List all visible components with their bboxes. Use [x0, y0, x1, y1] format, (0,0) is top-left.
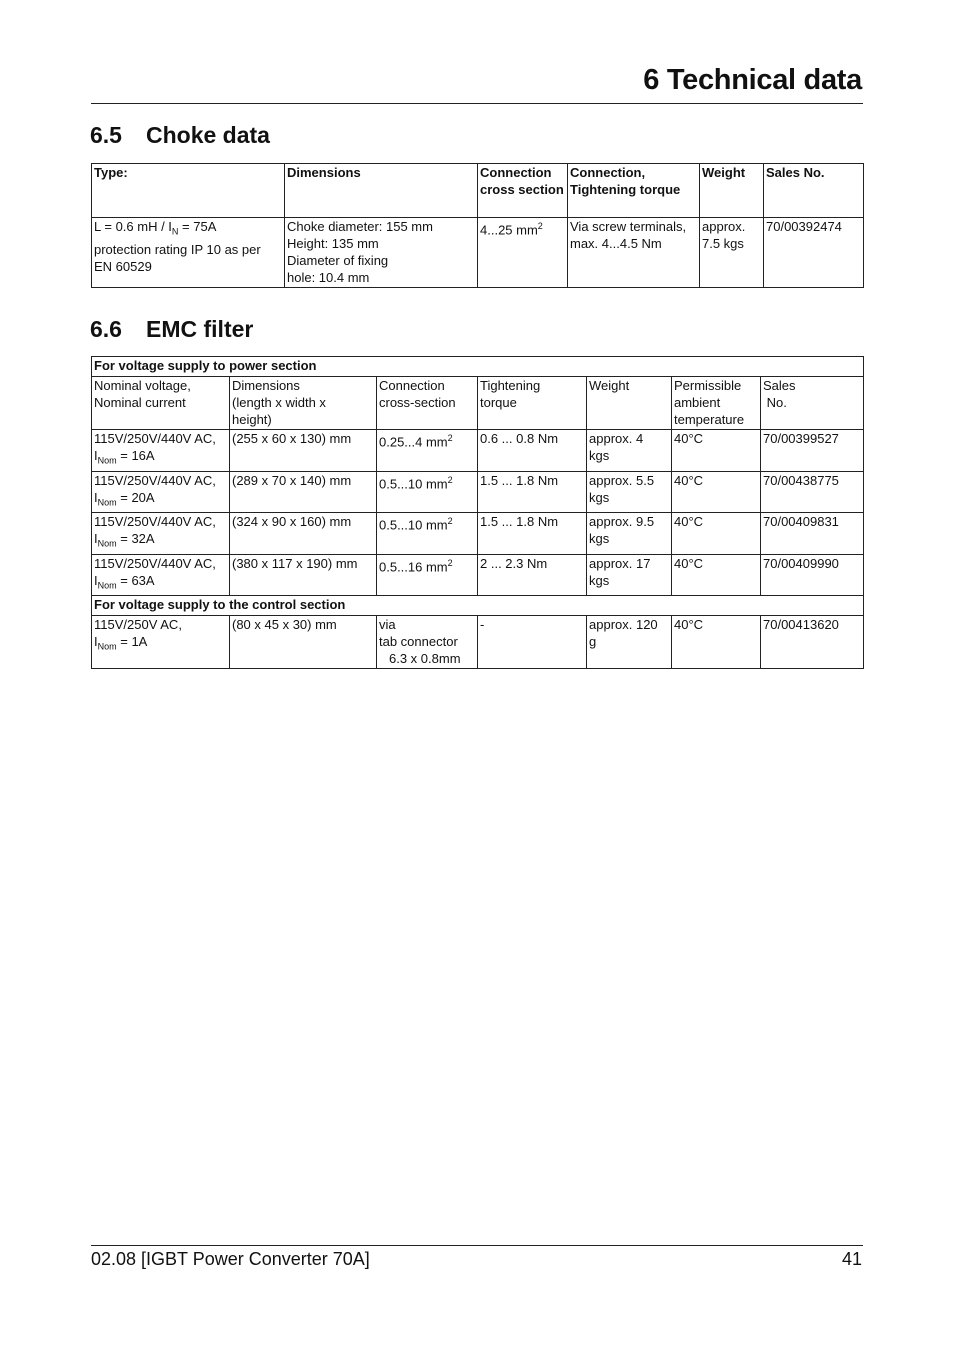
table-header-row — [92, 377, 864, 430]
choke-data-table — [91, 163, 864, 288]
group-row — [92, 357, 864, 377]
column-header: Dimensions — [285, 164, 478, 218]
voltage-cell: 115V/250V/440V AC, $I_{Nom} = 32A$ — [92, 513, 230, 555]
weight-cell: approx. 9.5 kgs — [587, 513, 672, 555]
sales-no-cell: 70/00409990 — [761, 554, 864, 596]
choke-section-heading — [90, 122, 270, 149]
section-number: 6.5 — [90, 122, 122, 148]
weight-cell: approx. 5.5 kgs — [587, 471, 672, 513]
dimensions-cell: (289 x 70 x 140) mm — [230, 471, 377, 513]
chapter-title: 6 Technical data — [643, 64, 862, 96]
column-header: Sales No. — [764, 164, 864, 218]
group-row — [92, 596, 864, 616]
table-row — [92, 471, 864, 513]
header-rule — [91, 103, 863, 104]
sales-no-cell: 70/00399527 — [761, 430, 864, 472]
weight-cell: approx. 17 kgs — [587, 554, 672, 596]
table-header-row — [92, 164, 864, 218]
column-header: Nominal voltage, Nominal current — [92, 377, 230, 430]
table-row — [92, 430, 864, 472]
temperature-cell: 40°C — [672, 430, 761, 472]
choke-dimensions-cell: Choke diameter: 155 mm Height: 135 mm Diameter of fixing hole: 10.4 mm — [285, 218, 478, 288]
table-row — [92, 513, 864, 555]
dimensions-cell: (380 x 117 x 190) mm — [230, 554, 377, 596]
torque-cell: 0.6 ... 0.8 Nm — [478, 430, 587, 472]
voltage-cell: 115V/250V/440V AC, $I_{Nom} = 16A$ — [92, 430, 230, 472]
dimensions-cell: (80 x 45 x 30) mm — [230, 616, 377, 669]
column-header: Type: — [92, 164, 285, 218]
sales-no-cell: 70/00438775 — [761, 471, 864, 513]
cross-section-cell: 0.5...10 $mm^2$ — [377, 513, 478, 555]
cross-section-cell: 0.5...10 $mm^2$ — [377, 471, 478, 513]
column-header: Connection cross section — [478, 164, 568, 218]
emc-section-heading — [90, 316, 253, 343]
voltage-cell: 115V/250V AC, $I_{Nom} = 1A$ — [92, 616, 230, 669]
choke-weight-cell: approx. 7.5 kgs — [700, 218, 764, 288]
torque-cell: 1.5 ... 1.8 Nm — [478, 471, 587, 513]
emc-filter-table — [91, 356, 864, 669]
temperature-cell: 40°C — [672, 616, 761, 669]
footer-document-title: 02.08 [IGBT Power Converter 70A] — [91, 1249, 370, 1269]
sales-no-cell: 70/00413620 — [761, 616, 864, 669]
power-section-group-label: For voltage supply to power section — [92, 357, 864, 377]
section-number: 6.6 — [90, 316, 122, 342]
control-section-group-label: For voltage supply to the control section — [92, 596, 864, 616]
choke-sales-no-cell: 70/00392474 — [764, 218, 864, 288]
choke-type-cell: L = 0.6 mH / $I_N = 75A$ protection rating IP 10 as per EN 60529 — [92, 218, 285, 288]
weight-cell: approx. 4 kgs — [587, 430, 672, 472]
choke-cross-section-cell: 4...25 $mm^2$ — [478, 218, 568, 288]
column-header: Dimensions (length x width x height) — [230, 377, 377, 430]
column-header: Weight — [587, 377, 672, 430]
voltage-cell: 115V/250V/440V AC, $I_{Nom} = 20A$ — [92, 471, 230, 513]
temperature-cell: 40°C — [672, 513, 761, 555]
column-header: Permissible ambient temperature — [672, 377, 761, 430]
column-header: Sales No. — [761, 377, 864, 430]
column-header: Connection cross-section — [377, 377, 478, 430]
table-row — [92, 554, 864, 596]
torque-cell: 1.5 ... 1.8 Nm — [478, 513, 587, 555]
torque-cell: 2 ... 2.3 Nm — [478, 554, 587, 596]
section-title: Choke data — [146, 122, 270, 148]
footer-rule — [91, 1245, 863, 1246]
torque-cell: - — [478, 616, 587, 669]
column-header: Tightening torque — [478, 377, 587, 430]
page-number: 41 — [841, 1249, 862, 1269]
table-row — [92, 616, 864, 669]
sales-no-cell: 70/00409831 — [761, 513, 864, 555]
weight-cell: approx. 120 g — [587, 616, 672, 669]
section-title: EMC filter — [146, 316, 254, 342]
dimensions-cell: (255 x 60 x 130) mm — [230, 430, 377, 472]
cross-section-cell: via tab connector 6.3 x 0.8mm — [377, 616, 478, 669]
table-row — [92, 218, 864, 288]
cross-section-cell: 0.5...16 $mm^2$ — [377, 554, 478, 596]
temperature-cell: 40°C — [672, 471, 761, 513]
dimensions-cell: (324 x 90 x 160) mm — [230, 513, 377, 555]
column-header: Weight — [700, 164, 764, 218]
cross-section-cell: 0.25...4 $mm^2$ — [377, 430, 478, 472]
voltage-cell: 115V/250V/440V AC, $I_{Nom} = 63A$ — [92, 554, 230, 596]
choke-connection-cell: Via screw terminals, max. 4...4.5 Nm — [568, 218, 700, 288]
temperature-cell: 40°C — [672, 554, 761, 596]
column-header: Connection, Tightening torque — [568, 164, 700, 218]
